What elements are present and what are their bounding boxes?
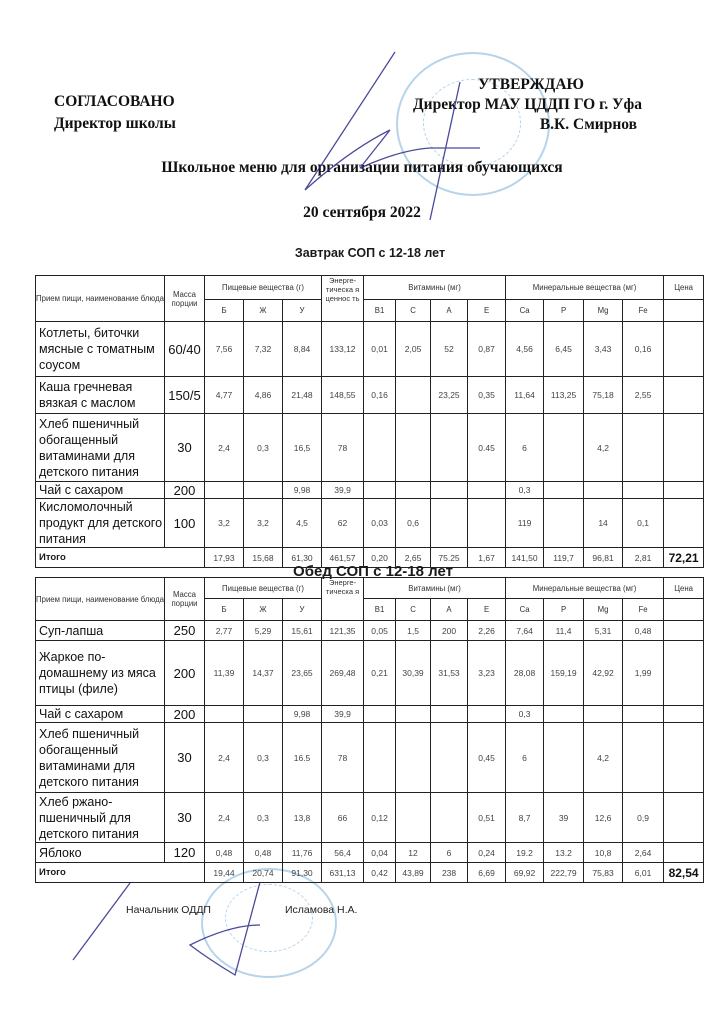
- value-a: [431, 706, 468, 723]
- value-ca: 11,64: [506, 377, 544, 414]
- col-c: C: [396, 300, 431, 322]
- value-mg: 75,18: [584, 377, 623, 414]
- menu-row: [36, 641, 704, 706]
- dish-name: Жаркое по-домашнему из мяса птицы (филе): [36, 641, 165, 706]
- value-mg: 10,8: [584, 843, 623, 863]
- value-p: [544, 706, 584, 723]
- col-price-empty: [664, 599, 704, 621]
- total-a: 75.25: [431, 548, 468, 568]
- col-c: C: [396, 599, 431, 621]
- col-mass: Масса порции: [165, 276, 205, 322]
- value-fe: 1,99: [623, 641, 664, 706]
- value-b: 11,39: [205, 641, 244, 706]
- value-p: [544, 482, 584, 499]
- value-p: [544, 499, 584, 548]
- value-a: 31,53: [431, 641, 468, 706]
- price-cell: [664, 322, 704, 377]
- col-meal: Прием пищи, наименование блюда: [36, 276, 165, 322]
- col-b1: B1: [364, 300, 396, 322]
- value-fe: 0,48: [623, 621, 664, 641]
- col-p: P: [544, 300, 584, 322]
- total-fe: 6,01: [623, 863, 664, 883]
- value-e: [468, 482, 506, 499]
- value-ca: 6: [506, 723, 544, 793]
- price-cell: [664, 843, 704, 863]
- value-ca: 19.2: [506, 843, 544, 863]
- lunch-table: [35, 577, 704, 883]
- value-u: 4,5: [283, 499, 322, 548]
- total-p: 119,7: [544, 548, 584, 568]
- dish-name: Кисломолочный продукт для детского питания: [36, 499, 165, 548]
- value-p: 6,45: [544, 322, 584, 377]
- col-p: P: [544, 599, 584, 621]
- value-c: 0,6: [396, 499, 431, 548]
- value-a: [431, 723, 468, 793]
- total-e: 1,67: [468, 548, 506, 568]
- price-cell: [664, 414, 704, 482]
- lunch-body: [36, 621, 704, 883]
- dish-mass: 120: [165, 843, 205, 863]
- value-fe: [623, 482, 664, 499]
- value-p: 13.2: [544, 843, 584, 863]
- col-zh: Ж: [244, 599, 283, 621]
- approve-label: УТВЕРЖДАЮ: [478, 76, 584, 93]
- value-e: 0,87: [468, 322, 506, 377]
- col-e: E: [468, 599, 506, 621]
- value-e: 3,23: [468, 641, 506, 706]
- value-fe: [623, 414, 664, 482]
- col-energy: Энерге- тическа я: [322, 578, 364, 621]
- col-minerals: Минеральные вещества (мг): [506, 578, 664, 599]
- price-cell: [664, 499, 704, 548]
- value-mg: 3,43: [584, 322, 623, 377]
- value-u: 21,48: [283, 377, 322, 414]
- dish-mass: 60/40: [165, 322, 205, 377]
- value-energy: 56,4: [322, 843, 364, 863]
- col-fe: Fe: [623, 599, 664, 621]
- col-ca: Ca: [506, 599, 544, 621]
- dish-mass: 30: [165, 723, 205, 793]
- value-c: 1,5: [396, 621, 431, 641]
- value-mg: 42,92: [584, 641, 623, 706]
- value-zh: [244, 706, 283, 723]
- menu-row: [36, 377, 704, 414]
- col-minerals: Минеральные вещества (мг): [506, 276, 664, 300]
- value-b1: [364, 482, 396, 499]
- chief-label: Начальник ОДДП: [126, 904, 211, 916]
- menu-row: [36, 793, 704, 843]
- col-u: У: [283, 599, 322, 621]
- dish-name: Котлеты, биточки мясные с томатным соусом: [36, 322, 165, 377]
- total-b1: 0,42: [364, 863, 396, 883]
- dish-name: Чай с сахаром: [36, 706, 165, 723]
- value-mg: 4,2: [584, 723, 623, 793]
- value-b1: 0,04: [364, 843, 396, 863]
- value-p: 159,19: [544, 641, 584, 706]
- value-b1: 0,01: [364, 322, 396, 377]
- value-b1: [364, 706, 396, 723]
- col-mass: Масса порции: [165, 578, 205, 621]
- value-energy: 39,9: [322, 482, 364, 499]
- value-zh: [244, 482, 283, 499]
- value-zh: 14,37: [244, 641, 283, 706]
- col-a: A: [431, 300, 468, 322]
- value-e: 0,45: [468, 723, 506, 793]
- total-b: 17,93: [205, 548, 244, 568]
- approved-role: Директор школы: [54, 115, 176, 132]
- value-u: 8,84: [283, 322, 322, 377]
- total-ca: 69,92: [506, 863, 544, 883]
- value-ca: 28,08: [506, 641, 544, 706]
- value-fe: 0,9: [623, 793, 664, 843]
- dish-name: Суп-лапша: [36, 621, 165, 641]
- col-price-empty: [664, 300, 704, 322]
- value-b1: [364, 723, 396, 793]
- breakfast-table: [35, 275, 704, 568]
- value-zh: 0,3: [244, 723, 283, 793]
- value-c: [396, 706, 431, 723]
- value-e: [468, 499, 506, 548]
- menu-row: [36, 621, 704, 641]
- approval-block-left: [54, 91, 176, 135]
- value-a: [431, 793, 468, 843]
- menu-row: [36, 482, 704, 499]
- col-ca: Ca: [506, 300, 544, 322]
- total-price: 72,21: [664, 548, 704, 568]
- value-e: 0,24: [468, 843, 506, 863]
- value-mg: 5,31: [584, 621, 623, 641]
- total-label: Итого: [36, 863, 205, 883]
- value-u: 16.5: [283, 723, 322, 793]
- value-fe: 2,55: [623, 377, 664, 414]
- value-mg: 4,2: [584, 414, 623, 482]
- value-u: 23,65: [283, 641, 322, 706]
- total-u: 91,30: [283, 863, 322, 883]
- menu-row: [36, 414, 704, 482]
- value-energy: 66: [322, 793, 364, 843]
- value-b1: [364, 414, 396, 482]
- menu-row: [36, 499, 704, 548]
- value-zh: 4,86: [244, 377, 283, 414]
- dish-name: Хлеб пшеничный обогащенный витаминами для детского питания: [36, 414, 165, 482]
- value-a: 200: [431, 621, 468, 641]
- value-b: 2,77: [205, 621, 244, 641]
- value-energy: 269,48: [322, 641, 364, 706]
- menu-row: [36, 723, 704, 793]
- value-a: 52: [431, 322, 468, 377]
- value-b: [205, 482, 244, 499]
- col-meal: Прием пищи, наименование блюда: [36, 578, 165, 621]
- price-cell: [664, 482, 704, 499]
- col-zh: Ж: [244, 300, 283, 322]
- document-date: 20 сентября 2022: [303, 204, 421, 221]
- value-energy: 39,9: [322, 706, 364, 723]
- menu-row: [36, 706, 704, 723]
- total-zh: 15,68: [244, 548, 283, 568]
- value-e: 0,51: [468, 793, 506, 843]
- value-a: [431, 482, 468, 499]
- dish-mass: 100: [165, 499, 205, 548]
- breakfast-body: [36, 322, 704, 568]
- col-energy: Энерге- тическа я ценнос ть: [322, 276, 364, 322]
- value-ca: 6: [506, 414, 544, 482]
- col-b: Б: [205, 599, 244, 621]
- price-cell: [664, 723, 704, 793]
- value-ca: 0,3: [506, 482, 544, 499]
- value-energy: 78: [322, 414, 364, 482]
- value-u: 9,98: [283, 482, 322, 499]
- col-b: Б: [205, 300, 244, 322]
- value-c: 12: [396, 843, 431, 863]
- value-a: 23,25: [431, 377, 468, 414]
- value-c: 30,39: [396, 641, 431, 706]
- total-b: 19,44: [205, 863, 244, 883]
- col-mg: Mg: [584, 599, 623, 621]
- dish-name: Яблоко: [36, 843, 165, 863]
- approval-block-right: [413, 75, 642, 135]
- total-b1: 0,20: [364, 548, 396, 568]
- dish-mass: 30: [165, 414, 205, 482]
- total-energy: 631,13: [322, 863, 364, 883]
- value-b1: 0,12: [364, 793, 396, 843]
- total-label: Итого: [36, 548, 205, 568]
- menu-row: [36, 322, 704, 377]
- value-energy: 121,35: [322, 621, 364, 641]
- value-b1: 0,05: [364, 621, 396, 641]
- value-c: 2,05: [396, 322, 431, 377]
- total-p: 222,79: [544, 863, 584, 883]
- price-cell: [664, 621, 704, 641]
- col-price: Цена: [664, 578, 704, 599]
- value-ca: 119: [506, 499, 544, 548]
- value-a: [431, 499, 468, 548]
- value-b: 2,4: [205, 793, 244, 843]
- col-fe: Fe: [623, 300, 664, 322]
- dish-mass: 200: [165, 641, 205, 706]
- total-mg: 75,83: [584, 863, 623, 883]
- total-fe: 2,81: [623, 548, 664, 568]
- dish-mass: 250: [165, 621, 205, 641]
- value-fe: [623, 706, 664, 723]
- value-u: 15,61: [283, 621, 322, 641]
- total-u: 61,30: [283, 548, 322, 568]
- lunch-title: Обед СОП с 12-18 лет: [293, 563, 453, 580]
- value-b: 4,77: [205, 377, 244, 414]
- total-a: 238: [431, 863, 468, 883]
- value-energy: 148,55: [322, 377, 364, 414]
- value-e: 2,26: [468, 621, 506, 641]
- col-a: A: [431, 599, 468, 621]
- value-c: [396, 377, 431, 414]
- total-row: [36, 863, 704, 883]
- total-ca: 141,50: [506, 548, 544, 568]
- value-energy: 78: [322, 723, 364, 793]
- value-a: 6: [431, 843, 468, 863]
- value-c: [396, 793, 431, 843]
- value-zh: 0,3: [244, 793, 283, 843]
- total-mg: 96,81: [584, 548, 623, 568]
- total-c: 43,89: [396, 863, 431, 883]
- value-ca: 7,64: [506, 621, 544, 641]
- dish-mass: 30: [165, 793, 205, 843]
- col-b1: B1: [364, 599, 396, 621]
- approve-name: В.К. Смирнов: [539, 116, 637, 133]
- value-u: 9,98: [283, 706, 322, 723]
- dish-name: Хлеб пшеничный обогащенный витаминами для детского питания: [36, 723, 165, 793]
- value-energy: 62: [322, 499, 364, 548]
- total-c: 2,65: [396, 548, 431, 568]
- value-a: [431, 414, 468, 482]
- value-zh: 0,48: [244, 843, 283, 863]
- price-cell: [664, 641, 704, 706]
- dish-mass: 200: [165, 482, 205, 499]
- value-b: 3,2: [205, 499, 244, 548]
- value-fe: 0,16: [623, 322, 664, 377]
- breakfast-title: Завтрак СОП с 12-18 лет: [294, 246, 446, 260]
- document-title: Школьное меню для организации питания обучающихся: [161, 159, 563, 176]
- value-e: [468, 706, 506, 723]
- value-b1: 0,16: [364, 377, 396, 414]
- value-ca: 8,7: [506, 793, 544, 843]
- value-zh: 7,32: [244, 322, 283, 377]
- value-mg: 14: [584, 499, 623, 548]
- value-ca: 0,3: [506, 706, 544, 723]
- value-c: [396, 414, 431, 482]
- value-u: 13,8: [283, 793, 322, 843]
- dish-name: Чай с сахаром: [36, 482, 165, 499]
- price-cell: [664, 793, 704, 843]
- value-p: [544, 414, 584, 482]
- value-b: 2,4: [205, 723, 244, 793]
- price-cell: [664, 377, 704, 414]
- value-c: [396, 723, 431, 793]
- price-cell: [664, 706, 704, 723]
- value-b1: 0,21: [364, 641, 396, 706]
- value-p: 11,4: [544, 621, 584, 641]
- chief-name: Исламова Н.А.: [285, 904, 358, 916]
- col-e: E: [468, 300, 506, 322]
- value-mg: [584, 706, 623, 723]
- value-b1: 0,03: [364, 499, 396, 548]
- value-c: [396, 482, 431, 499]
- value-b: 0,48: [205, 843, 244, 863]
- value-p: 113,25: [544, 377, 584, 414]
- col-mg: Mg: [584, 300, 623, 322]
- col-u: У: [283, 300, 322, 322]
- value-zh: 0,3: [244, 414, 283, 482]
- col-nutrients: Пищевые вещества (г): [205, 276, 322, 300]
- value-energy: 133,12: [322, 322, 364, 377]
- col-vitamins: Витамины (мг): [364, 578, 506, 599]
- dish-name: Каша гречневая вязкая с маслом: [36, 377, 165, 414]
- value-fe: 2,64: [623, 843, 664, 863]
- value-ca: 4,56: [506, 322, 544, 377]
- col-price: Цена: [664, 276, 704, 300]
- value-p: 39: [544, 793, 584, 843]
- value-fe: 0,1: [623, 499, 664, 548]
- value-mg: 12,6: [584, 793, 623, 843]
- col-nutrients: Пищевые вещества (г): [205, 578, 322, 599]
- value-p: [544, 723, 584, 793]
- total-energy: 461,57: [322, 548, 364, 568]
- value-e: 0,35: [468, 377, 506, 414]
- dish-name: Хлеб ржано-пшеничный для детского питания: [36, 793, 165, 843]
- dish-mass: 200: [165, 706, 205, 723]
- value-b: 2,4: [205, 414, 244, 482]
- value-mg: [584, 482, 623, 499]
- value-zh: 5,29: [244, 621, 283, 641]
- stamp-bottom: [201, 868, 337, 978]
- total-price: 82,54: [664, 863, 704, 883]
- value-fe: [623, 723, 664, 793]
- total-zh: 20,74: [244, 863, 283, 883]
- col-vitamins: Витамины (мг): [364, 276, 506, 300]
- value-zh: 3,2: [244, 499, 283, 548]
- approved-label: СОГЛАСОВАНО: [54, 93, 175, 110]
- menu-row: [36, 843, 704, 863]
- approve-role: Директор МАУ ЦДДП ГО г. Уфа: [412, 96, 642, 113]
- value-e: 0.45: [468, 414, 506, 482]
- total-e: 6,69: [468, 863, 506, 883]
- dish-mass: 150/5: [165, 377, 205, 414]
- value-u: 11,76: [283, 843, 322, 863]
- value-b: [205, 706, 244, 723]
- value-b: 7,56: [205, 322, 244, 377]
- value-u: 16,5: [283, 414, 322, 482]
